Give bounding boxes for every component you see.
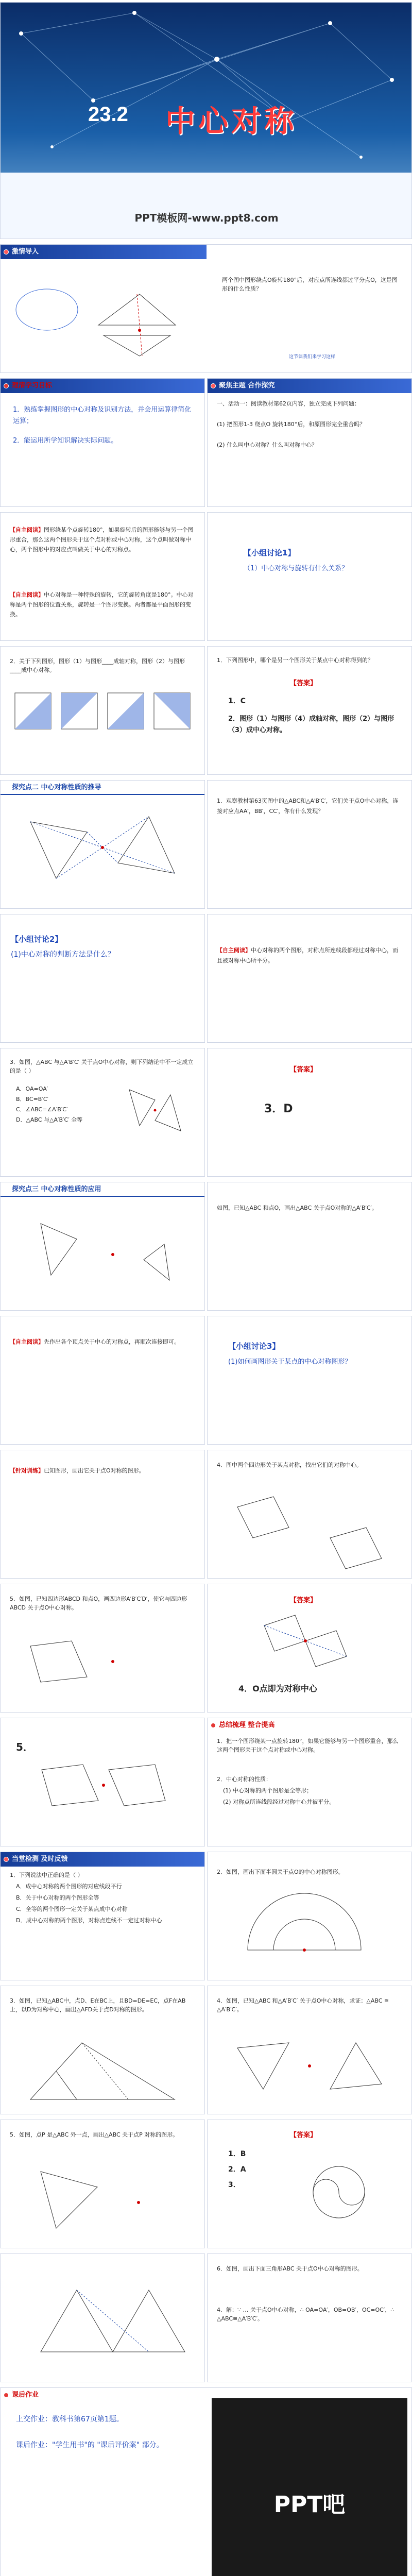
summary-item: (2) 对称点所连线段经过对称中心并被平分。 bbox=[223, 1799, 335, 1805]
header-text: 当堂检测 及时反馈 bbox=[12, 1855, 68, 1863]
q3-option: C．∠ABC=∠A′B′C′ bbox=[16, 1106, 68, 1113]
q6-text: 6．如图，画出下面三角形ABC 关于点O中心对称的图形。 bbox=[217, 2265, 363, 2272]
test-q5: 5．如图，点P 是△ABC 外一点，画出△ABC 关于点P 对称的图形。 bbox=[10, 2131, 179, 2138]
q5-answer-figure bbox=[31, 1749, 186, 1826]
reading-tag: 【自主阅读】 bbox=[10, 1338, 44, 1345]
cover-slide bbox=[0, 2, 412, 239]
slide-reading-2 bbox=[207, 914, 412, 1043]
group-title: 【小组讨论1】 bbox=[244, 548, 296, 557]
reading-tag: 【自主阅读】 bbox=[10, 527, 44, 533]
goal-item: 1．熟练掌握图形的中心对称及识别方法，并会用运算律简化运算； bbox=[13, 406, 192, 425]
header-text: 理清学习目标 bbox=[12, 382, 53, 389]
answer-3: 3．D bbox=[264, 1103, 293, 1115]
reading-body: 中心对称是一种特殊的旋转，它的旋转角度是180°。中心对称是两个图形的位置关系，旋转是一个图形变换。两者都是平面图形的变换。 bbox=[10, 591, 194, 618]
reading-body: 图形绕某个点旋转180°，如果旋转后的图形能够与另一个图形重合，那么这两个图形关于这个点对称或中心对称，这个点叫做对称中心，两个图形中的对应点叫做关于中心的对称点。 bbox=[10, 527, 194, 553]
slide-q5-answer bbox=[0, 1718, 205, 1846]
group-question: (1)中心对称的判断方法是什么？ bbox=[11, 951, 115, 959]
slide-answers-test bbox=[207, 2120, 412, 2248]
slide-header bbox=[1, 1852, 204, 1867]
slide-header bbox=[208, 1718, 411, 1733]
q3-option: B．BC=B′C′ bbox=[16, 1096, 49, 1103]
test-q2: 2．如图，画出下面半圆关于点O的中心对称图形。 bbox=[217, 1869, 344, 1875]
bullet-icon bbox=[211, 383, 216, 388]
answer-header: 【答案】 bbox=[290, 680, 317, 687]
cover-lesson-number: 23.2 bbox=[88, 103, 128, 126]
reading-text bbox=[10, 1337, 195, 1347]
bullet-icon bbox=[4, 249, 9, 255]
group-question: （1）中心对称与旋转有什么关系？ bbox=[244, 565, 349, 572]
slide-q4 bbox=[207, 1450, 412, 1579]
q3-figure bbox=[119, 1079, 191, 1141]
q6-figure bbox=[10, 2269, 195, 2372]
header-text: 激情导入 bbox=[12, 248, 39, 256]
summary-item: (1) 中心对称的两个图形是全等形； bbox=[223, 1787, 313, 1794]
training-body: 已知图形，画出它关于点O对称的图形。 bbox=[44, 1467, 145, 1474]
answer-header: 【答案】 bbox=[290, 1597, 317, 1604]
property-text: 1．观察教材第63页图中的△ABC和△A′B′C′，它们关于点O中心对称，连接对应点AA′，BB′，CC′，你有什么发现？ bbox=[217, 798, 399, 815]
group-title: 【小组讨论3】 bbox=[228, 1342, 280, 1351]
intro-question: 两个图中图形绕点O旋转180°后，对应点所连线都过平分点O，这是图形的什么性质？ bbox=[222, 277, 398, 292]
slide-group1 bbox=[207, 512, 412, 641]
training-tag: 【针对训练】 bbox=[10, 1467, 44, 1474]
reading-body: 中心对称的两个图形，对称点所连线段都经过对称中心，而且被对称中心所平分。 bbox=[217, 947, 398, 964]
slide-property bbox=[0, 780, 205, 909]
answer-item: 3． bbox=[228, 2181, 241, 2189]
rotation-figure bbox=[6, 263, 201, 366]
q4-figure bbox=[217, 1486, 402, 1574]
explore-item: 一、活动一：阅读教材第62页内容，独立完成下列问题： bbox=[217, 400, 360, 407]
test-item: D．成中心对称的两个图形，对称点连线不一定过对称中心 bbox=[16, 1917, 162, 1924]
semicircle-figure bbox=[217, 1888, 402, 1971]
slide-reading-3 bbox=[0, 1316, 205, 1445]
answer-4-figure bbox=[254, 1610, 357, 1672]
test-item: 1．下列说法中正确的是（ ） bbox=[10, 1872, 83, 1878]
test-q4: 4．如图，已知△ABC 和△A′B′C′ 关于点O中心对称，求证：△ABC ≅ △A′B′C′。 bbox=[217, 1997, 389, 2013]
reading-tag: 【自主阅读】 bbox=[10, 591, 44, 598]
slide-application bbox=[0, 1182, 205, 1311]
cover-title: 中心对称 bbox=[165, 104, 298, 139]
answer-2: 2．图形（1）与图形（4）成轴对称，图形（2）与图形（3）成中心对称。 bbox=[228, 715, 394, 734]
header-text: 总结梳理 整合提高 bbox=[219, 1721, 275, 1729]
application-figure bbox=[10, 1203, 195, 1296]
answer-header: 【答案】 bbox=[290, 2131, 317, 2139]
answer-4-proof: 4．解：∵ … 关于点O中心对称，∴ OA=OA′，OB=OB′，OC=OC′，∴ △ABC≅△A′B′C′。 bbox=[217, 2307, 394, 2322]
bullet-icon bbox=[211, 1723, 216, 1728]
answer-4: 4．O点即为对称中心 bbox=[238, 1684, 317, 1693]
slide-pattern bbox=[0, 646, 205, 775]
q4-test-figure bbox=[217, 2027, 402, 2105]
reading-text bbox=[217, 945, 402, 966]
test-item: B．关于中心对称的两个图形全等 bbox=[16, 1894, 99, 1901]
slide-test-q4 bbox=[207, 1986, 412, 2114]
application-text: 如图，已知△ABC 和点O，画出△ABC 关于点O对称的△A′B′C′。 bbox=[217, 1205, 378, 1211]
summary-item: 1．把一个图形绕某一点旋转180°，如果它能够与另一个图形重合，那么这两个图形关于这个点对称或中心对称。 bbox=[217, 1738, 399, 1753]
pattern-figures bbox=[10, 688, 195, 750]
answer-item: 1．B bbox=[228, 2150, 246, 2158]
slide-q5 bbox=[0, 1584, 205, 1713]
slide-training bbox=[0, 1450, 205, 1579]
property-figure bbox=[10, 801, 195, 894]
explore-item: (1) 把图形1-3 绕点O 旋转180°后，和原图形完全重合吗？ bbox=[217, 421, 366, 428]
answer-circle-figure bbox=[300, 2161, 377, 2223]
summary-item: 2．中心对称的性质： bbox=[217, 1776, 271, 1783]
slide-intro bbox=[0, 244, 412, 373]
header-text: 课后作业 bbox=[12, 2391, 39, 2399]
q3-option: A．OA=OA′ bbox=[16, 1086, 48, 1092]
answer-1: 1．C bbox=[228, 697, 246, 705]
header-text: 聚焦主题 合作探究 bbox=[219, 382, 275, 389]
goal-item: 2．能运用所学知识解决实际问题。 bbox=[13, 437, 118, 445]
q3-option: D．△ABC 与△A′B′C′ 全等 bbox=[16, 1116, 83, 1123]
slide-header bbox=[1, 245, 207, 259]
slide-q3 bbox=[0, 1048, 205, 1177]
reading-body: 先作出各个顶点关于中心的对称点，再顺次连接即可。 bbox=[44, 1338, 180, 1345]
reading-text bbox=[10, 525, 195, 554]
slide-summary bbox=[207, 1718, 412, 1846]
q5-label: 5． bbox=[16, 1741, 33, 1753]
intro-note: 这节课我们来学习这样 bbox=[289, 354, 336, 360]
reading-tag: 【自主阅读】 bbox=[217, 947, 251, 954]
slide-group3 bbox=[207, 1316, 412, 1445]
test-item: A．成中心对称的两个图形的对应线段平行 bbox=[16, 1883, 122, 1890]
header-text: 探究点二 中心对称性质的推导 bbox=[12, 784, 101, 791]
test-item: C．全等的两个图形一定关于某点成中心对称 bbox=[16, 1906, 128, 1912]
slide-q6 bbox=[0, 2253, 205, 2382]
training-text bbox=[10, 1466, 195, 1476]
slide-answer-1 bbox=[207, 646, 412, 775]
bullet-icon bbox=[4, 383, 9, 388]
q3-text: 3．如图，△ABC 与△A′B′C′ 关于点O中心对称，则下列结论中不一定成立的是（ ） bbox=[10, 1059, 194, 1074]
slide-reading bbox=[0, 512, 205, 641]
slide-test-q3 bbox=[0, 1986, 205, 2114]
homework-item: 课后作业："学生用书"的 "课后评价案" 部分。 bbox=[16, 2441, 164, 2449]
reading-text-2 bbox=[10, 590, 195, 619]
pattern-question: 2．关于下列图形，图形（1）与图形____成轴对称，图形（2）与图形____成中心对称。 bbox=[10, 658, 185, 673]
slide-header bbox=[1, 379, 204, 393]
brand-panel bbox=[212, 2398, 407, 2576]
brand-logo: PPT吧 bbox=[273, 2492, 346, 2518]
bullet-icon bbox=[4, 2393, 9, 2398]
header-text: 探究点三 中心对称性质的应用 bbox=[12, 1185, 101, 1193]
slide-header bbox=[1, 1182, 204, 1197]
explore-item: (2) 什么叫中心对称？什么叫对称中心？ bbox=[217, 442, 318, 448]
bullet-icon bbox=[4, 1857, 9, 1862]
q5-text: 5．如图，已知四边形ABCD 和点O，画四边形A′B′C′D′，使它与四边形ABCD 关于点O中心对称。 bbox=[10, 1596, 187, 1611]
group-title: 【小组讨论2】 bbox=[11, 935, 63, 944]
answer-item: 2．A bbox=[228, 2165, 246, 2174]
answer-header: 【答案】 bbox=[290, 1066, 317, 1074]
test-q3: 3．如图，已知△ABC中，点D、E在BC上，且BD=DE=EC，点F在AB上，以D为对称中心，画出△AFD关于点D对称的图形。 bbox=[10, 1997, 186, 2013]
slide-header bbox=[208, 379, 411, 393]
slide-header bbox=[1, 781, 204, 795]
slide-answer-4 bbox=[207, 1584, 412, 1713]
slide-explore bbox=[207, 378, 412, 507]
homework-item: 上交作业：教科书第67页第1题。 bbox=[16, 2415, 124, 2424]
slide-application-text bbox=[207, 1182, 412, 1311]
group-question: (1)如何画图形关于某点的中心对称图形？ bbox=[228, 1358, 352, 1366]
slide-goals bbox=[0, 378, 205, 507]
q5-test-figure bbox=[10, 2156, 195, 2239]
slide-test-q2 bbox=[207, 1852, 412, 1980]
slide-answer-3 bbox=[207, 1048, 412, 1177]
slide-test-q5 bbox=[0, 2120, 205, 2248]
slide-property-text bbox=[207, 780, 412, 909]
q4-text: 4．图中两个四边形关于某点对称，找出它们的对称中心。 bbox=[217, 1462, 362, 1468]
slide-test bbox=[0, 1852, 205, 1980]
q5-figure bbox=[10, 1625, 195, 1703]
cover-site-text: PPT模板网-www.ppt8.com bbox=[134, 212, 279, 224]
exercise-text: 1．下列图形中，哪个是另一个图形关于某点中心对称得到的？ bbox=[217, 657, 373, 664]
slide-homework bbox=[0, 2387, 412, 2576]
slide-q6-text bbox=[207, 2253, 412, 2382]
slide-group2 bbox=[0, 914, 205, 1043]
triangle-figure bbox=[10, 2032, 195, 2110]
slide-header bbox=[1, 2388, 207, 2402]
